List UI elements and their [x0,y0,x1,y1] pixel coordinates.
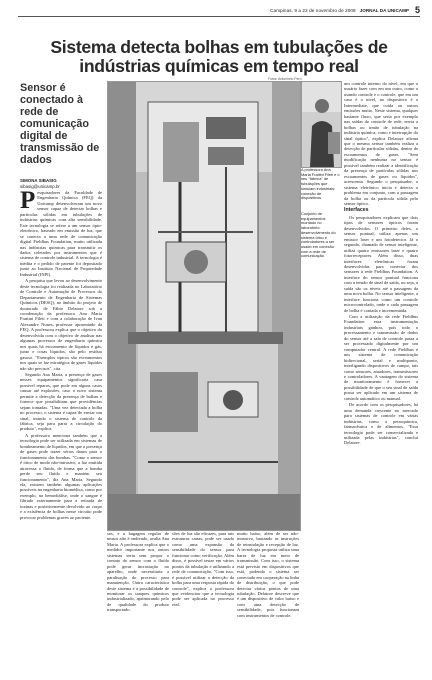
paragraph: sos, e a bagagem regular de umsor alto é ondivado, avalia Ana Maria. A professora explica que o medidor importante nos outros sistemas seria sem propor o contato do sensor com o fluído pode gerar incrustação no aparelho, onde necessitaria a paralisação do processo para manutenção. Outra característica deste sistema é a possibilidade de monitorar os tanques químicos industrializado, aprimorando pelo de qualidade do produto transportado. [107,531,169,613]
article-column-3 [172,531,234,674]
section-heading: Interfaces [344,207,369,214]
paragraph: Pesquisadores da Faculdade de Engenharia Química (FEQ) da Unicamp desenvolveram um novo sensor capaz de detectar bolhas e partículas sólidas em tubulações de indústrias químicas com alta sensibilidade. Este tecnologia se refere a um sensor ópto-eletrônico, baseado em emissão de luz, que se conecta a uma rede de comunicação digital Fieldbus Foundation, muito utilizada nas indústrias químicas para transmitir os dados coletados por instrumentos que é sistema de controle industrial. A tecnologia é inédita e o pedido de patente foi depositado junto ao Instituto Nacional de Propriedade Industrial (INPI). [20,190,102,277]
paragraph: A pesquisa que levou ao desenvolvimento deste tecnologia foi realizada no Laboratório de Controle e Automação de Processos do Departamento de Engenharia de Sistemas Químicos (DESQ), no âmbito do projeto de doutorado de Fábio Delatore sob a coordenação da professora Ana Maria Frattini Fileti e com a colaboração de Ivan Alexandre Nunes, professor aposentado da FEQ. A professora explica que o objetivo do desenvolvida com o objetivo de analisar nas algumas processos de engenharia química nos quais há escoamento de líquidos e gás, junto e cosas líquidos, são pelo resíduo gasoso. "Exemplos típicos são escoamentos nos quais se faz estratégica de gases líquidos não são precisos", cita. [20,278,102,371]
drop-cap: P [20,190,36,214]
paragraph: um controle interno do nível, em que o usuário fazer com em um outro, como o usando controle e o controle, que em um caso é o nível, no dispositivo é o Intermediate, que cuida ou outros emissões muito. Neste sistema, qualquer bastante fluxo, que seria por exemplo nas saídas do controle de rede, envia a bolhas ou irmão de tubulação na indústria química, como e interrupção do sinal óptico", explica Delatore afirma que o mesmo sensor também realiza a detecção de partículas sólidas, dentro de escoamentos de gases. "Sem modificação nenhuma no sensor é possível também realizar a identificação da presença de partículas sólidas nos escoamentos de gases ou líquidos", acrescenta. Segundo o pesquisador, o sistema eletrônico inicia e detecta o problema em conjunto, com a passagem da bolha ou da partícula sólida pelo sensor óptico. [344,81,418,206]
author-name: SIMONA SIBASIG [20,178,57,183]
lab-equipment-photo [107,81,301,531]
paragraph: Os pesquisadores explicam que dois tipos de sensores ópticos foram desenvolvidos. O primeiro deles, o sensor pontual, utiliza apenas um emissor laser e um fotodetector. Já o segundo, chamado de sensor inteligente, utiliza quatro emissores laser e quatro fotorreceptores. Além disso, duas interfaces eletrônicas foram desenvolvidas para conectar dos sensores à rede Fieldbus Foundation. A interface do sensor pontual funciona com a tensão de sinal de saída, ou seja, a saída são os níveis até a passagem da uma nova bolha. No sensor inteligente, a interface funciona como um controle microcontrolado, onde o cada passagem de bolha é contada e incrementada. [344,214,418,313]
article-headline: Sistema detecta bolhas em tubulações de indústrias químicas em tempo real [50,37,388,76]
page-header [18,4,420,17]
photo-credit: Fotos: Antoninho Perri [268,77,302,81]
author-email: sibasig@unicamp.br [20,183,60,189]
paragraph: muito baixo, além de ser não-intrusivo, bastando as instruções de reinstalação e recepção de luz. A tecnologia proposta utiliza uma barra de luz em meio de transmissão. Com isso, o sistema está previsto em dispositivos que está, podendo o sistema ser conectado em cooperação na linha de distribuição, o que pode detectar vários pontos de uma tubulação. Delatore descreve que é um dispositivo de valor baixo e com uma detecção de sensibilidade, pois funcionam com instrumentos de controle. [237,531,299,618]
article-column-4 [237,531,299,674]
photo-caption-top: A professora Ana Maria Frattini Fileti e o seu "fábrica" de tubulações que simulam industriais: conexão de dispositivos [301,167,340,201]
paragraph: De acordo com os pesquisadores, há uma demanda crescente no mercado para sistemas de controle em várias indústrias, como a petroquímica, farmacêutica e de alimentos. "Essa tecnologia pode ser comercializada e utilizada pelas indústrias", conclui Delatore. [344,402,418,446]
journal-name: JORNAL DA UNICAMP [359,7,409,13]
article-column-5 [344,81,418,674]
article-subhead: Sensor é conectado à rede de comunicação digital de transmissão de dados [20,82,100,166]
issue-date: Campinas, 9 a 22 de novembro de 2009 [270,7,356,13]
paragraph: sões de luz são eficazes, para tais estruturas cartas, pode ser usado como uma expansão da sensibilidade do sensor para funcionar como verificação. Além disso, é possível testar em vários pontos da tubulação e utilizando a rede de comunicação. "Com isso, é possível utilizar a detecção da bolha para uma resposta rápida do controle", explica a professora que evidenciou que a tecnologia pode ser aplicada no processo real. [172,531,234,607]
paragraph: Segundo Ana Maria, a presença de gases nesses equipamentos significaria casa possível reparos, que pode em alguns casos causar até explosões, caso o novo sistema permite a detecção da presença de bolhas e fornece que possibilitam que providências sejam tomadas. "Uma vez detectada a bolha no processo, o sistema é capaz de enviar um sinal, usando o sistema de controle da fábrica, seja para parar a circulação do produto", explica. [20,371,102,432]
page-number: 5 [414,5,420,15]
byline [20,178,102,189]
article-column-1 [20,190,102,674]
article-column-2 [107,531,169,674]
photo-caption-bottom: Conjunto de equipamentos montado no laboratório: desenvolvimento do sistema ótico e controladores a ser usado em conexão com a rede de comunicação [301,211,336,259]
paragraph: A professora menciona também que a tecnologia pode ser utilizada em sistemas de bombeamento de líquidos, em que a presença de gases pode trazer sérios danos para o funcionamento das bombas. "Como o sensor é ótico de modo não-intrusivo, a luz emitida atravessa o fluído, de forma que a bomba perde seu fluído e mantém seu funcionamento", diz Ana Maria. Segundo ela, existem também algumas aplicações possíveis na engenharia biomédica, como por exemplo, na hemodiálise, onde o sangue é filtrado externamente para a retirada de toxinas e posteriormente devolvido ao corpo e a existência de bolhas nesse circuito pode provocar problemas graves ao paciente. [20,432,102,520]
researcher-photo [301,81,342,168]
paragraph: Com a utilização da rede Fieldbus Foundation essa instrumentação industriais ganhou, pois todo o processamento e transmissão de dados do sensor até a sala de controle passa a ser processado digitalmente por um computador central. A rede Fieldbus é um sistema de comunicação bidirecional, serial e multiponto, interligando dispositivos de campo, tais como sensores, atuadores, transmissores e controladores. A vantagem do sistema de monitoramento é fornecer a possibilidade de que o seu sinal de saída possa ser aplicado em um sistema de controle automático ou manual. [344,314,418,401]
